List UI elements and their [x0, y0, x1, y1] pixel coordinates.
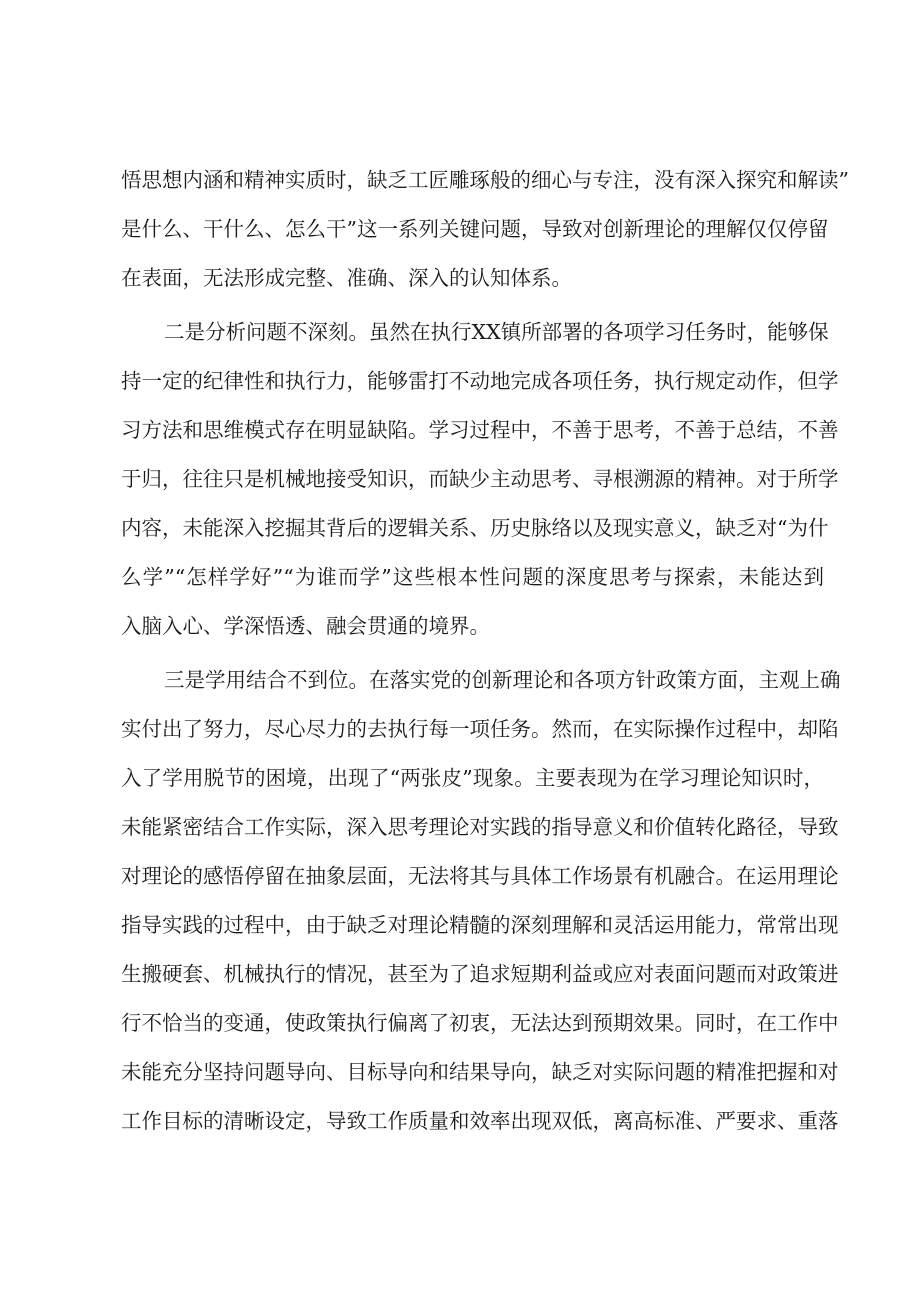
text-line: 么学”“怎样学好”“为谁而学”这些根本性问题的深度思考与探索，未能达到 — [121, 565, 824, 589]
text-line: 于归，往往只是机械地接受知识，而缺少主动思考、寻根溯源的精神。对于所学 — [121, 467, 839, 491]
paragraph-first-line: 三是学用结合不到位。在落实党的创新理论和各项方针政策方面，主观上确 — [164, 668, 841, 692]
text-line: 悟思想内涵和精神实质时，缺乏工匠雕琢般的细心与专注，没有深入探究和解读” — [121, 168, 849, 192]
text-line: 入了学用脱节的困境，出现了“两张皮”现象。主要表现为在学习理论知识时， — [121, 766, 824, 790]
text-line: 生搬硬套、机械执行的情况，甚至为了追求短期利益或应对表面问题而对政策进 — [121, 962, 839, 986]
text-line: 入脑入心、学深悟透、融会贯通的境界。 — [121, 614, 490, 638]
text-line: 习方法和思维模式存在明显缺陷。学习过程中，不善于思考，不善于总结，不善 — [121, 418, 839, 442]
paragraph-first-line: 二是分析问题不深刻。虽然在执行XX镇所部署的各项学习任务时，能够保 — [164, 320, 829, 344]
text-line: 实付出了努力，尽心尽力的去执行每一项任务。然而，在实际操作过程中，却陷 — [121, 717, 839, 741]
text-line: 对理论的感悟停留在抽象层面，无法将其与具体工作场景有机融合。在运用理论 — [121, 864, 839, 888]
text-line: 行不恰当的变通，使政策执行偏离了初衷，无法达到预期效果。同时，在工作中 — [121, 1011, 839, 1035]
text-line: 未能紧密结合工作实际，深入思考理论对实践的指导意义和价值转化路径，导致 — [121, 815, 839, 839]
text-line: 指导实践的过程中，由于缺乏对理论精髓的深刻理解和灵活运用能力，常常出现 — [121, 913, 839, 937]
text-line: 是什么、干什么、怎么干”这一系列关键问题，导致对创新理论的理解仅仅停留 — [121, 217, 829, 241]
text-line: 工作目标的清晰设定，导致工作质量和效率出现双低，离高标准、严要求、重落 — [121, 1109, 839, 1133]
text-line: 在表面，无法形成完整、准确、深入的认知体系。 — [121, 266, 572, 290]
text-line: 未能充分坚持问题导向、目标导向和结果导向，缺乏对实际问题的精准把握和对 — [121, 1060, 839, 1084]
text-line: 持一定的纪律性和执行力，能够雷打不动地完成各项任务，执行规定动作，但学 — [121, 369, 839, 393]
text-line: 内容，未能深入挖掘其背后的逻辑关系、历史脉络以及现实意义，缺乏对“为什 — [121, 516, 829, 540]
